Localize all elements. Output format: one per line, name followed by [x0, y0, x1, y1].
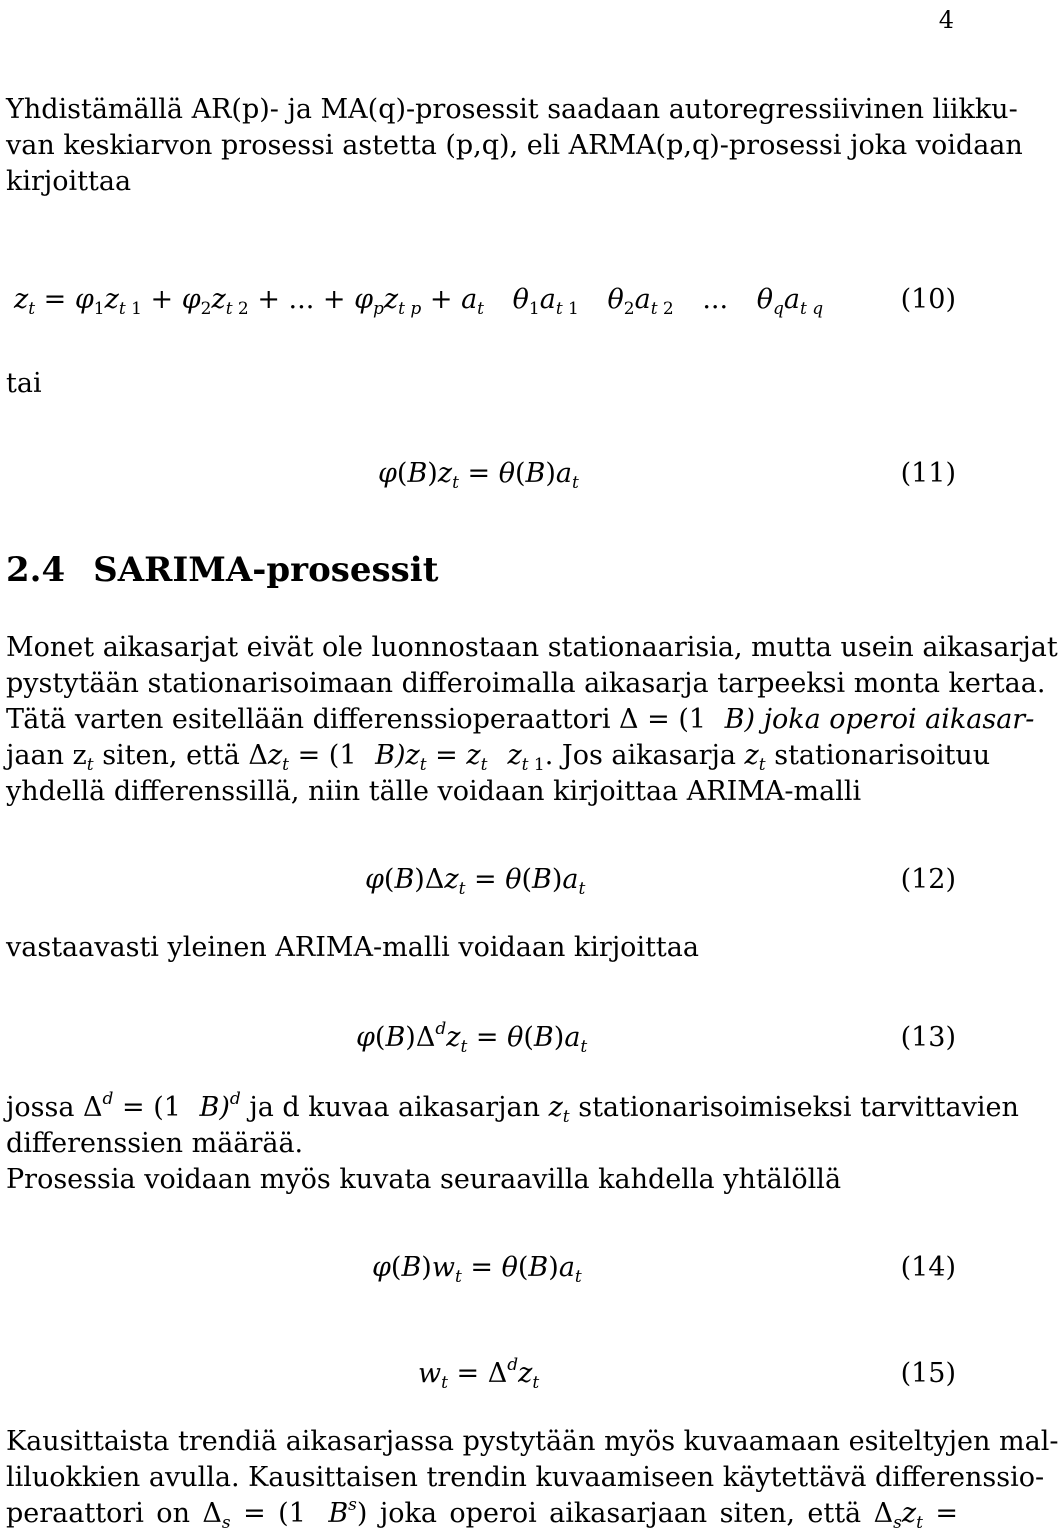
paragraph	[6, 630, 1058, 810]
equation-number: (15)	[900, 1358, 956, 1389]
text-line: Monet aikasarjat eivät ole luonnostaan stationaarisia, mutta usein aikasarjat	[6, 632, 1058, 663]
text-line: Kausittaista trendiä aikasarjassa pystytään myös kuvaamaan esiteltyjen mal-	[6, 1426, 1058, 1457]
equation-13: $\varphi(B)\Delta^dz_t = \theta(B)a_t$	[356, 1019, 588, 1057]
paragraph: vastaavasti yleinen ARIMA-malli voidaan kirjoittaa	[6, 932, 699, 963]
intro-line: Yhdistämällä AR(p)- ja MA(q)-prosessit saadaan autoregressiivinen liikku-	[6, 94, 1018, 125]
text-line: liluokkien avulla. Kausittaisen trendin kuvaamiseen käytettävä differenssio-	[6, 1462, 1045, 1493]
page-number: 4	[938, 6, 954, 34]
equation-number: (11)	[900, 458, 956, 489]
text-line: Tätä varten esitellään differenssioperaattori Δ = (1 B) joka operoi aikasar-	[6, 704, 1035, 735]
equation-10: $z_t = \varphi_1z_{t 1} + \varphi_2z_{t 2}$ + ... + $\varphi_pz_{t p} + a_t$ $\theta_1a_{t 1}$ $\theta_2a_{t 2}$ ... $\theta_qa_{t q}$	[14, 284, 824, 319]
equation-number: (14)	[900, 1252, 956, 1283]
text-line: jaan $z_t$ siten, että $\Delta z_t = (1$ $B)z_t = z_t$ $z_{t 1}$. Jos aikasarja $z_t$ stationarisoituu	[6, 740, 991, 775]
text-tai: tai	[6, 368, 42, 399]
equation-15: $w_t = \Delta^dz_t$	[418, 1355, 540, 1393]
text-line: differenssien määrää.	[6, 1128, 304, 1159]
section-heading	[6, 552, 438, 588]
equation-number: (13)	[900, 1022, 956, 1053]
paragraph	[6, 1424, 1058, 1533]
equation-number: (12)	[900, 864, 956, 895]
paragraph: Prosessia voidaan myös kuvata seuraavilla kahdella yhtälöllä	[6, 1164, 842, 1195]
text-line: pystytään stationarisoimaan differoimalla aikasarja tarpeeksi monta kertaa.	[6, 668, 1046, 699]
text-line: jossa $\Delta^d = (1$ B)$^d$ ja d kuvaa aikasarjan $z_t$ stationarisoimiseksi tarvittavien	[6, 1089, 1019, 1127]
intro-line: kirjoittaa	[6, 166, 132, 197]
section-title: SARIMA-prosessit	[93, 550, 439, 590]
intro-paragraph	[6, 92, 1023, 200]
equation-number: (10)	[900, 284, 956, 315]
paragraph	[6, 1089, 1019, 1162]
text-line: peraattori on $\Delta_s = (1$ $B^s$) joka operoi aikasarjaan siten, että $\Delta_sz_t$ =	[6, 1495, 958, 1533]
section-number: 2.4	[6, 550, 66, 590]
equation-11: $\varphi(B)z_t = \theta(B)a_t$	[378, 458, 579, 493]
text-line: yhdellä differenssillä, niin tälle voidaan kirjoittaa ARIMA-malli	[6, 776, 862, 807]
intro-line: van keskiarvon prosessi astetta (p,q), eli ARMA(p,q)-prosessi joka voidaan	[6, 130, 1023, 161]
equation-12: $\varphi(B)\Delta z_t = \theta(B)a_t$	[365, 864, 586, 899]
equation-14: $\varphi(B)w_t = \theta(B)a_t$	[372, 1252, 582, 1287]
